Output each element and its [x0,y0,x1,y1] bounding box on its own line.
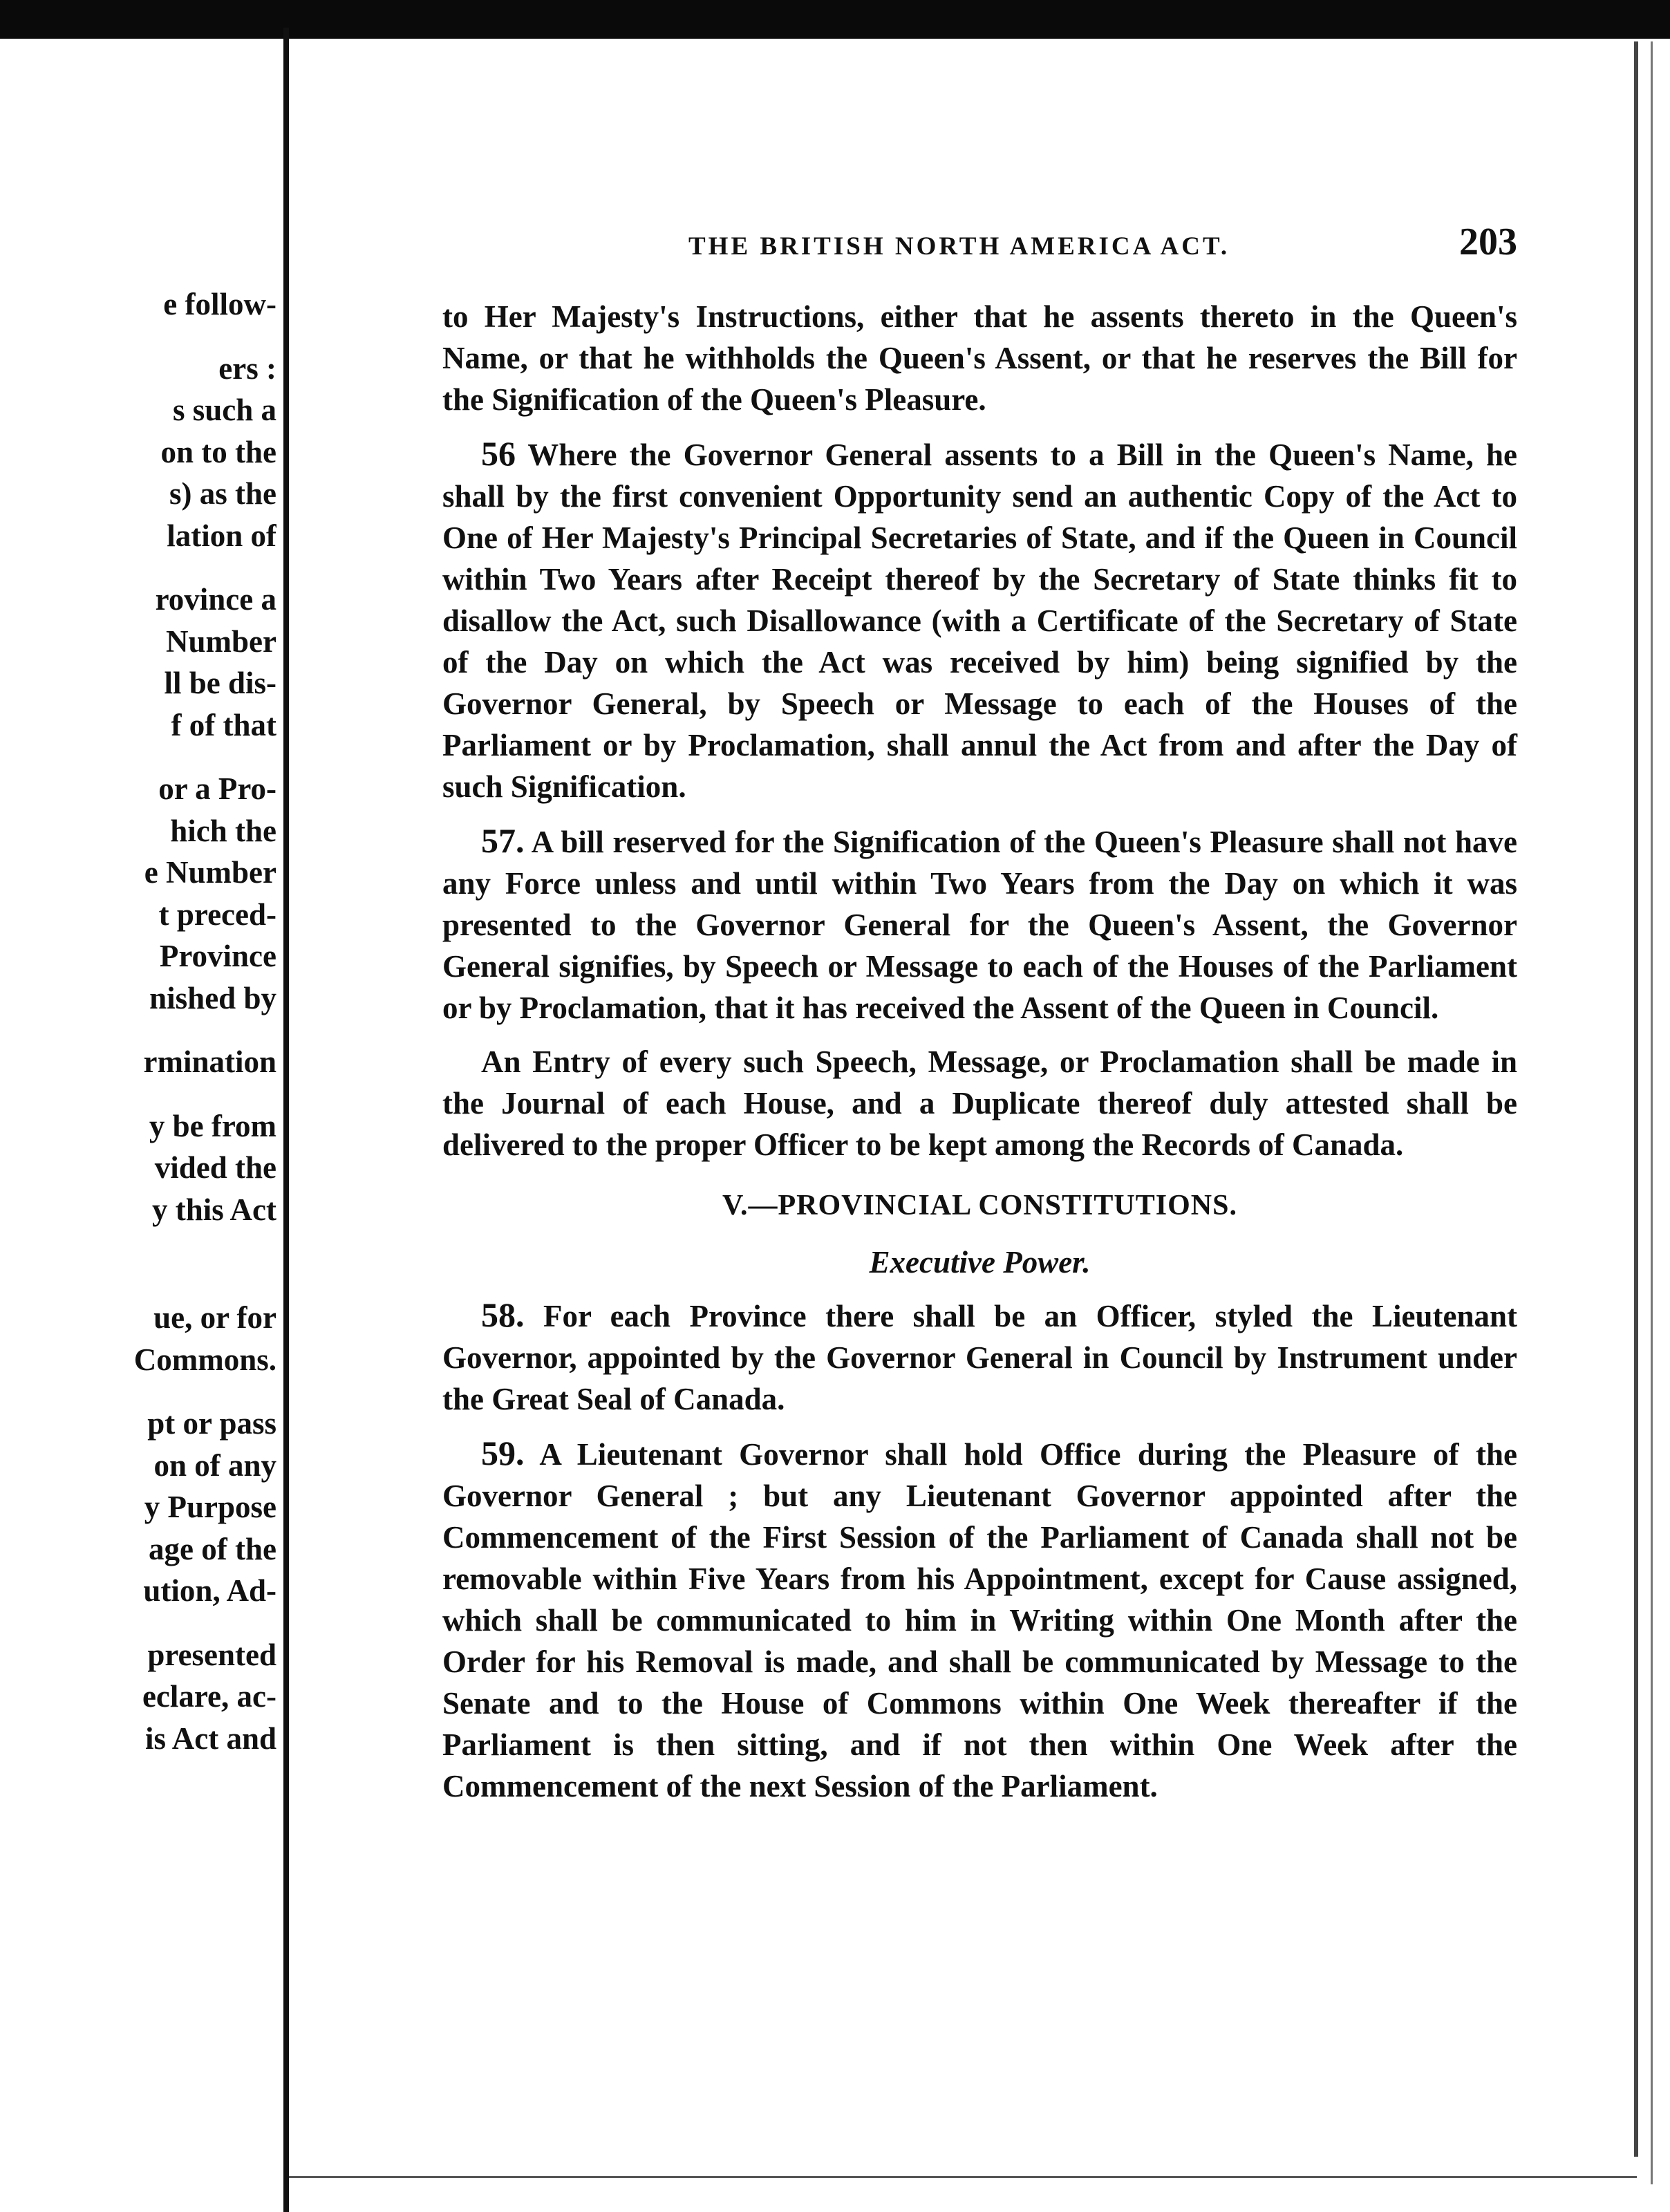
left-fragment-line: s such a [172,393,276,427]
paragraph [442,1432,1517,1807]
left-fragment-line [0,1019,276,1041]
left-fragment-line: Commons. [133,1342,276,1377]
left-fragment-line [0,326,276,348]
section-number: 56 [481,434,516,473]
left-fragment-line: f of that [171,707,276,742]
running-head-title: THE BRITISH NORTH AMERICA ACT. [688,232,1230,261]
left-fragment-line: ers : [218,350,276,386]
left-fragment-line: or a Pro- [158,771,276,806]
left-fragment-line: y Purpose [144,1490,276,1524]
paragraph-text: An Entry of every such Speech, Message, or Proclamation shall be made in the Journal of each House, and a Duplicate thereof duly attested shall be delivered to the proper Officer to be kept among the Records of Canada. [442,1044,1517,1162]
left-fragment-line: Number [166,624,276,659]
paragraph [442,296,1517,420]
left-fragment-line: e Number [144,855,276,890]
page-bottom-edge [289,2176,1637,2178]
left-fragment-line: ution, Ad- [143,1573,276,1608]
section-number: 58. [481,1295,525,1334]
left-fragment-line: y be from [149,1108,276,1143]
left-fragment-line [0,746,276,768]
paragraph [442,1294,1517,1420]
left-fragment-line: eclare, ac- [142,1679,276,1714]
paragraph-text: For each Province there shall be an Officer, styled the Lieutenant Governor, appointed by the Governor General in Council by Instrument under the Great Seal of Canada. [442,1299,1518,1416]
left-fragment-line: vided the [154,1150,276,1185]
page-right-edge-outer [1651,41,1653,2184]
left-fragment-line: age of the [149,1531,276,1566]
section-number: 57. [481,821,525,860]
section-heading: V.—PROVINCIAL CONSTITUTIONS. [722,1190,1237,1221]
page-right-edge [1634,41,1638,2157]
main-text [442,296,1517,1819]
paragraph [442,433,1517,807]
paragraph-text: Where the Governor General assents to a Bill in the Queen's Name, he shall by the first convenient Opportunity send an authentic Copy of the Act to One of Her Majesty's Principal Secretaries of State, and if the Queen in Council within Two Years after Receipt thereof by the Secretary of State thinks fit to disallow the Act, such Disallowance (with a Certificate of the Secretary of State of the Day on which the Act was received by him) being signified by the Governor General, by Speech or Message to each of the Houses of the Parliament or by Proclamation, shall annul the Act from and after the Day of such Signification. [442,438,1517,804]
left-fragment-line: Province [159,939,276,973]
left-fragment-line [0,1612,276,1634]
left-fragment-line: on of any [153,1447,276,1483]
page-number: 203 [1459,221,1517,263]
left-fragment-line: pt or pass [147,1406,276,1441]
paragraph-text: A Lieutenant Governor shall hold Office during the Pleasure of the Governor General ; but any Lieutenant Governor appointed after the Commencement of the First Session of the Parliament of Canada shall not be removable within Five Years from his Appointment, except for Cause assigned, which shall be communicated to him in Writing within One Month after the Order for his Removal is made, and shall be communicated by Message to the Senate and to the House of Commons within One Week thereafter if the Parliament is then sitting, and if not then within One Week after the Commencement of the next Session of the Parliament. [442,1437,1517,1803]
left-fragment-line [0,1275,276,1297]
paragraph-group-1 [442,296,1517,1165]
left-fragment-line: on to the [160,434,276,469]
paragraph-group-2 [442,1294,1517,1807]
left-fragment-line [0,1230,276,1253]
book-gutter [283,28,289,2212]
left-fragment-line [0,1083,276,1105]
paragraph [442,820,1517,1029]
left-fragment-line: nished by [149,980,276,1015]
paragraph [442,1041,1517,1165]
left-fragment-line: y this Act [152,1192,276,1227]
left-fragment-line: presented [147,1637,276,1672]
left-fragment-line [0,556,276,579]
paragraph-text: A bill reserved for the Signification of the Queen's Pleasure shall not have any Force unless and until within Two Years from the Day on which it was presented to the Governor General for the Queen's Assent, the Governor General signifies, by Speech or Message to each of the Houses of the Parliament or by Proclamation, that it has received the Assent of the Queen in Council. [442,825,1517,1025]
left-fragment-line: t preced- [158,897,276,932]
running-head [442,220,1517,264]
left-fragment-line: hich the [170,813,276,848]
left-fragment-line: rovince a [155,582,276,617]
left-fragment-line: s) as the [169,476,276,511]
section-number: 59. [481,1434,525,1472]
left-fragment-line: lation of [167,518,276,553]
left-fragment-line [0,1253,276,1275]
left-fragment-line: e follow- [163,287,276,321]
paragraph-text: to Her Majesty's Instructions, either that he assents thereto in the Queen's Name, or that he withholds the Queen's Assent, or that he reserves the Bill for the Signification of the Queen's Pleasure. [442,299,1517,417]
left-fragment-line: is Act and [144,1721,276,1756]
left-fragment-line [0,1380,276,1403]
scan-top-border [0,0,1670,39]
left-fragment-line: ue, or for [153,1300,276,1335]
left-page-fragments [0,283,276,1759]
left-fragment-line: ll be dis- [164,666,276,700]
left-fragment-line: rmination [143,1044,276,1079]
subheading: Executive Power. [869,1245,1091,1280]
